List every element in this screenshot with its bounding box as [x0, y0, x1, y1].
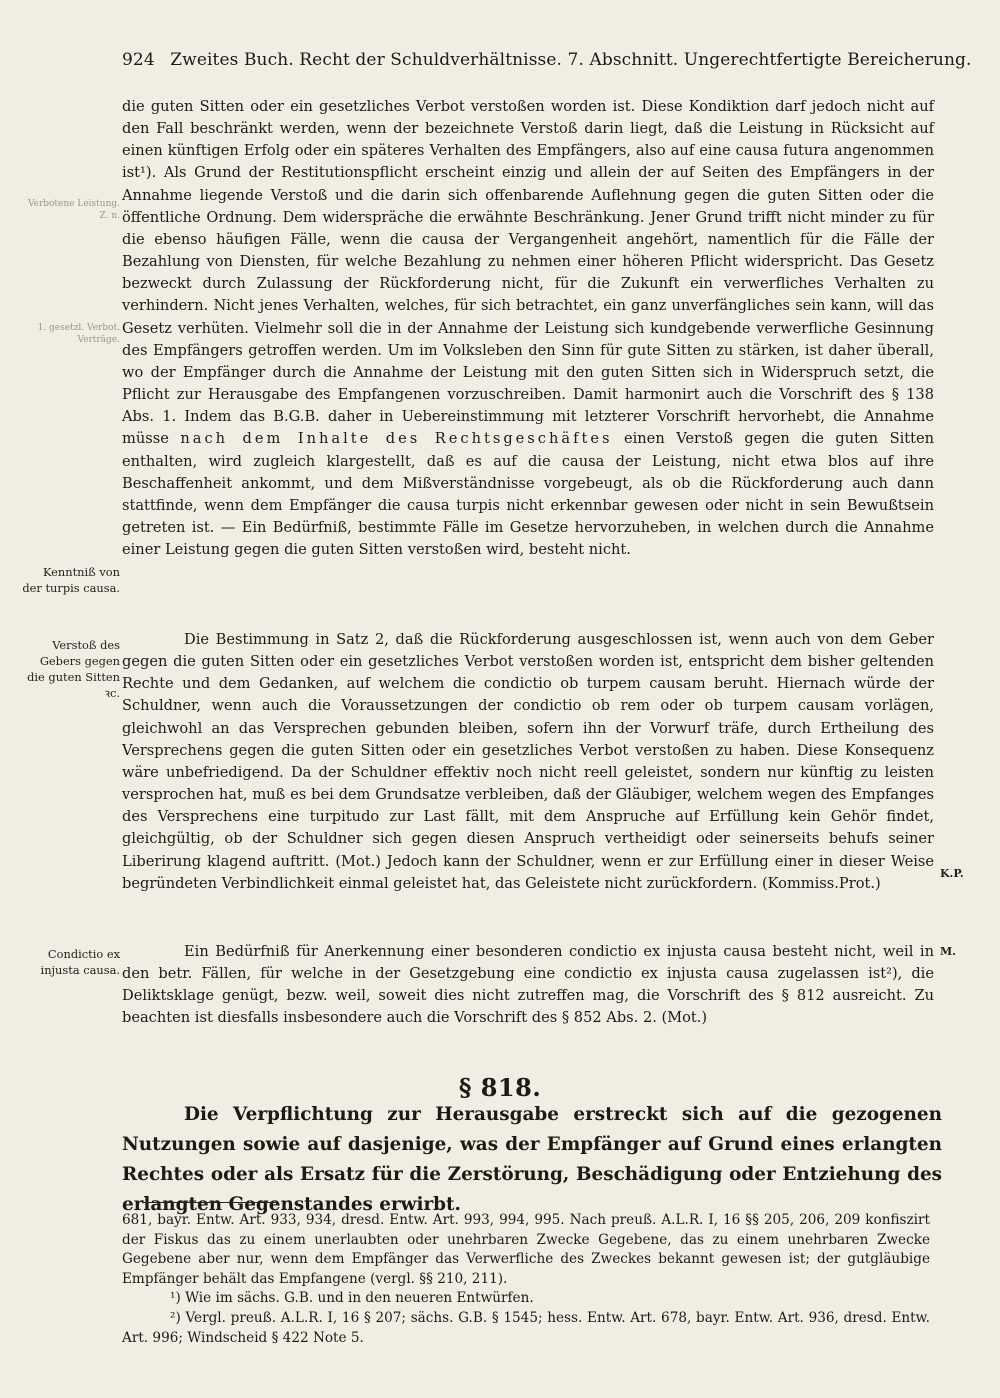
margin-note-faint-1: Verbotene Leistung. Z. n. [27, 199, 120, 221]
footnote-continuation: 681, bayr. Entw. Art. 933, 934, dresd. Entw. Art. 993, 994, 995. Nach preuß. A.L.R. I, 16 §§ 205, 206, 209 konfiszirt der Fiskus das zu einem unerlaubten oder unehrbaren Zwecke Gegebene, das zu einem unehrbaren Zwecke Gegebene aber nur, wenn dem Empfänger das Verwerfliche des Zweckes bekannt gewesen ist; der gutgläubige Empfänger behält das Empfangene (vergl. §§ 210, 211). [122, 1212, 930, 1287]
paragraph-1-end: einen Verstoß gegen die guten Sitten enthalten, wird zugleich klargestellt, daß es auf die causa der Leistung, nicht etwa blos auf ihre Beschaffenheit ankommt, und dem Mißverständnisse vorgebeugt, als ob die Rückforderung auch dann stattfinde, wenn dem Empfänger die causa turpis nicht erkennbar gewesen oder nicht in sein Bewußtsein getreten ist. — Ein Bedürfniß, bestimmte Fälle im Gesetze hervorzuheben, in welchen durch die Annahme einer Leistung gegen die guten Sitten verstoßen wird, besteht nicht. [122, 430, 935, 559]
footnotes [122, 1211, 930, 1348]
page-number: 924 [122, 50, 155, 70]
margin-note-verstoss: Verstoß des Gebers gegen die guten Sitten ꝛc. [27, 638, 120, 700]
section-heading: § 818. [458, 1073, 542, 1102]
paragraph-2: Die Bestimmung in Satz 2, daß die Rückforderung ausgeschlossen ist, wenn auch von dem Geber gegen die guten Sitten oder ein gesetzliches Verbot verstoßen worden ist, entspricht dem bisher geltenden Rechte und dem Gedanken, auf welchem die condictio ob turpem causam beruht. Hiernach würde der Schuldner, wenn auch die Voraussetzungen der condictio ob rem oder ob turpem causam vorlägen, gleichwohl an das Versprechen gebunden bleiben, sofern ihn der Vorwurf träfe, durch Ertheilung des Versprechens gegen die guten Sitten oder ein gesetzliches Verbot verstoßen zu haben. Diese Konsequenz wäre unbefriedigend. Da der Schuldner effektiv noch nicht reell geleistet, sondern nur künftig zu leisten versprochen hat, muß es bei dem Grundsatze verbleiben, daß der Gläubiger, welchem wegen des Empfanges des Versprechens eine turpitudo zur Last fällt, mit dem Anspruche auf Erfüllung kein Gehör findet, gleichgültig, ob der Schuldner sich gegen diesen Anspruch vertheidigt oder seinerseits behufs seiner Liberirung klagend auftritt. (Mot.) Jedoch kann der Schuldner, wenn er zur Erfüllung einer in dieser Weise begründeten Verbindlichkeit einmal geleistet hat, das Geleistete nicht zurückfordern. (Kommiss.Prot.) [122, 631, 934, 892]
footnote-divider [142, 1202, 278, 1203]
paragraph-1-emphasis: nach dem Inhalte des Rechtsgeschäftes [180, 430, 613, 448]
commentary-block-1 [122, 96, 934, 561]
paragraph-3: Ein Bedürfniß für Anerkennung einer besonderen condictio ex injusta causa besteht nicht, weil in den betr. Fällen, für welche in der Gesetzgebung eine condictio ex injusta causa zugelassen ist²), die Deliktsklage genügt, bezw. weil, soweit dies nicht zutreffen mag, die Vorschrift des § 812 ausreicht. Zu beachten ist diesfalls insbesondere auch die Vorschrift des § 852 Abs. 2. (Mot.) [122, 943, 934, 1027]
running-title: Zweites Buch. Recht der Schuldverhältnisse. 7. Abschnitt. Ungerechtfertigte Bereicherung. [170, 50, 972, 70]
footnote-1: ¹) Wie im sächs. G.B. und in den neueren Entwürfen. [170, 1290, 534, 1307]
margin-note-m: M. [940, 945, 957, 958]
margin-note-kenntnis: Kenntniß von der turpis causa. [22, 565, 120, 595]
margin-note-kp: K.P. [940, 867, 964, 880]
commentary-block-2 [122, 629, 934, 895]
paragraph-1: die guten Sitten oder ein gesetzliches Verbot verstoßen worden ist. Diese Kondiktion darf jedoch nicht auf den Fall beschränkt werden, wenn der bezeichnete Verstoß darin liegt, daß die Leistung in Rücksicht auf einen künftigen Erfolg oder ein späteres Verhalten des Empfängers, also auf eine causa futura angenommen ist¹). Als Grund der Restitutionspflicht erscheint einzig und allein der auf Seiten des Empfängers in der Annahme liegende Verstoß und die darin sich offenbarende Auflehnung gegen die guten Sitten oder die öffentliche Ordnung. Dem widerspräche die erwähnte Beschränkung. Jener Grund trifft nicht minder zu für die ebenso häufigen Fälle, wenn die causa der Vergangenheit angehört, namentlich für die Fälle der Bezahlung von Diensten, für welche Bezahlung zu nehmen einer höheren Pflicht widerspricht. Das Gesetz bezweckt durch Zulassung der Rückforderung nicht, für die Zukunft ein verwerfliches Verhalten zu verhindern. Nicht jenes Verhalten, welches, für sich betrachtet, ein ganz unverfängliches sein kann, will das Gesetz verhüten. Vielmehr soll die in der Annahme der Leistung sich kundgebende verwerfliche Gesinnung des Empfängers getroffen werden. Um im Volksleben den Sinn für gute Sitten zu stärken, ist daher überall, wo der Empfänger durch die Annahme der Leistung mit den guten Sitten sich in Widerspruch setzt, die Pflicht zur Herausgabe des Empfangenen vorzuschreiben. Damit harmonirt auch die Vorschrift des § 138 Abs. 1. Indem das B.G.B. daher in Uebereinstimmung mit letzterer Vorschrift hervorhebt, die Annahme müsse [122, 98, 934, 448]
statute-text: Die Verpflichtung zur Herausgabe erstreckt sich auf die gezogenen Nutzungen sowie auf dasjenige, was der Empfänger auf Grund eines erlangten Rechtes oder als Ersatz für die Zerstörung, Beschädigung oder Entziehung des erlangten Gegenstandes erwirbt. [122, 1104, 942, 1215]
footnote-2: ²) Vergl. preuß. A.L.R. I, 16 § 207; sächs. G.B. § 1545; hess. Entw. Art. 678, bayr. Entw. Art. 936, dresd. Entw. Art. 996; Windscheid § 422 Note 5. [122, 1309, 930, 1346]
commentary-block-3 [122, 941, 934, 1030]
margin-note-condictio: Condictio ex injusta causa. [40, 947, 120, 977]
margin-note-faint-2: 1. gesetzl. Verbot. Verträge. [37, 323, 120, 345]
running-header [122, 50, 972, 70]
